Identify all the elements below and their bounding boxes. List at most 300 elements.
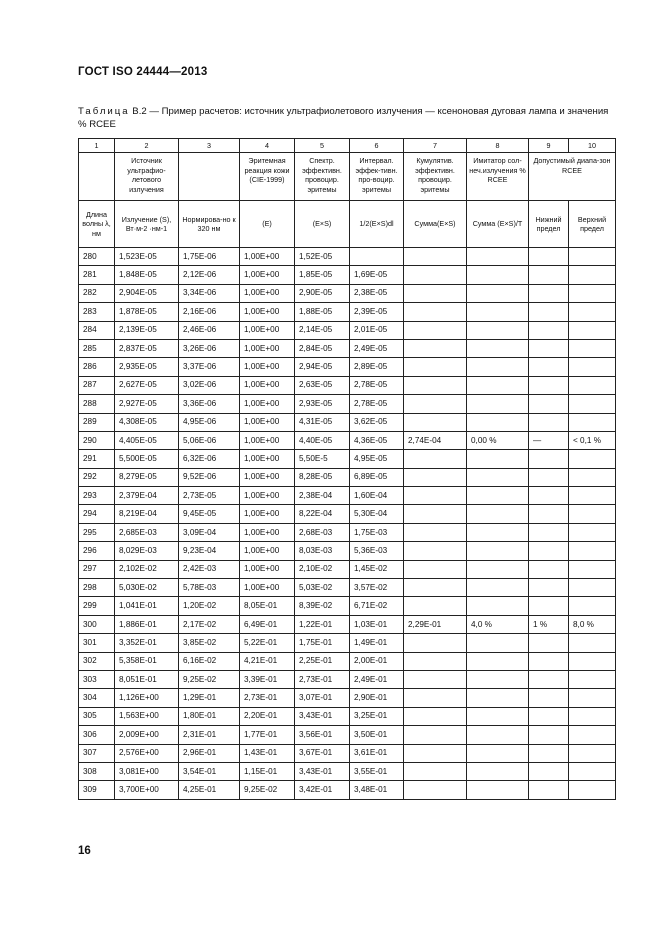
table-row — [79, 615, 616, 633]
table-cell: 8,0 % — [569, 615, 616, 633]
table-cell — [529, 376, 569, 394]
table-cell — [404, 505, 467, 523]
table-cell — [404, 339, 467, 357]
header-cell-empty — [79, 153, 115, 201]
table-cell — [404, 358, 467, 376]
table-cell: 3,67E-01 — [295, 744, 350, 762]
table-cell — [529, 579, 569, 597]
table-cell: 2,627E-05 — [115, 376, 179, 394]
table-cell: 2,17E-02 — [179, 615, 240, 633]
table-cell: 2,42E-03 — [179, 560, 240, 578]
table-cell — [467, 689, 529, 707]
table-cell: 280 — [79, 248, 115, 266]
table-cell: 285 — [79, 339, 115, 357]
table-cell: 1,00E+00 — [240, 560, 295, 578]
table-cell: — — [529, 431, 569, 449]
table-cell — [529, 542, 569, 560]
table-cell: 1,60E-04 — [350, 487, 404, 505]
table-cell: 2,25E-01 — [295, 652, 350, 670]
table-row — [79, 597, 616, 615]
table-cell: 1,00E+00 — [240, 358, 295, 376]
table-cell: 1,523E-05 — [115, 248, 179, 266]
table-cell: 5,30E-04 — [350, 505, 404, 523]
table-row — [79, 707, 616, 725]
table-cell: 2,12E-06 — [179, 266, 240, 284]
table-cell: 3,48E-01 — [350, 781, 404, 799]
table-cell — [467, 597, 529, 615]
table-cell — [569, 376, 616, 394]
table-row — [79, 634, 616, 652]
table-cell: 296 — [79, 542, 115, 560]
table-cell — [569, 395, 616, 413]
table-cell: 4,405E-05 — [115, 431, 179, 449]
header-upper-limit: Верхний предел — [569, 201, 616, 248]
table-cell: 1,85E-05 — [295, 266, 350, 284]
table-cell: 1,00E+00 — [240, 303, 295, 321]
table-cell — [529, 358, 569, 376]
table-caption — [78, 106, 618, 131]
table-cell — [529, 266, 569, 284]
table-cell: 1,75E-03 — [350, 523, 404, 541]
table-cell: 4,40E-05 — [295, 431, 350, 449]
table-cell — [467, 266, 529, 284]
table-cell: 2,102E-02 — [115, 560, 179, 578]
table-cell — [569, 487, 616, 505]
table-row — [79, 321, 616, 339]
table-cell: 2,73E-05 — [179, 487, 240, 505]
table-cell — [529, 303, 569, 321]
table-cell: 3,25E-01 — [350, 707, 404, 725]
table-cell: 1,126E+00 — [115, 689, 179, 707]
table-cell: 2,927E-05 — [115, 395, 179, 413]
table-cell: 2,94E-05 — [295, 358, 350, 376]
table-cell: 281 — [79, 266, 115, 284]
table-cell: 1,00E+00 — [240, 487, 295, 505]
table-cell: 1,00E+00 — [240, 523, 295, 541]
table-cell — [404, 762, 467, 780]
table-cell: 3,61E-01 — [350, 744, 404, 762]
table-cell: 304 — [79, 689, 115, 707]
table-row — [79, 652, 616, 670]
table-cell — [467, 487, 529, 505]
table-cell: 2,10E-02 — [295, 560, 350, 578]
table-cell: 3,26E-06 — [179, 339, 240, 357]
table-cell: 3,09E-04 — [179, 523, 240, 541]
table-cell — [529, 689, 569, 707]
table-cell — [569, 505, 616, 523]
table-row — [79, 450, 616, 468]
table-cell: 4,95E-06 — [179, 413, 240, 431]
table-cell — [529, 339, 569, 357]
table-cell — [467, 468, 529, 486]
table-cell — [404, 450, 467, 468]
table-cell — [404, 266, 467, 284]
table-cell — [404, 284, 467, 302]
table-cell: 308 — [79, 762, 115, 780]
table-cell: 1,00E+00 — [240, 542, 295, 560]
header-cumulative-effectiveness: Кумулятив. эффективн. провоцир. эритемы — [404, 153, 467, 201]
table-cell: 2,01E-05 — [350, 321, 404, 339]
table-cell: 1,00E+00 — [240, 339, 295, 357]
table-cell — [467, 670, 529, 688]
table-cell: 3,39E-01 — [240, 670, 295, 688]
table-cell: 5,03E-02 — [295, 579, 350, 597]
column-number: 1 — [79, 139, 115, 153]
table-row — [79, 248, 616, 266]
table-cell: 295 — [79, 523, 115, 541]
caption-label: Таблица — [78, 106, 130, 117]
header-sum: Сумма(E×S) — [404, 201, 467, 248]
table-cell: 1,00E+00 — [240, 450, 295, 468]
table-cell — [467, 284, 529, 302]
table-cell — [404, 597, 467, 615]
table-cell — [529, 560, 569, 578]
table-cell — [529, 321, 569, 339]
table-cell — [467, 321, 529, 339]
table-cell: 9,52E-06 — [179, 468, 240, 486]
table-cell: < 0,1 % — [569, 431, 616, 449]
table-cell — [467, 505, 529, 523]
table-cell — [569, 597, 616, 615]
column-number: 9 — [529, 139, 569, 153]
table-cell — [467, 707, 529, 725]
table-cell: 301 — [79, 634, 115, 652]
table-row — [79, 468, 616, 486]
table-row — [79, 579, 616, 597]
table-cell: 6,89E-05 — [350, 468, 404, 486]
table-cell: 2,39E-05 — [350, 303, 404, 321]
table-cell: 306 — [79, 726, 115, 744]
table-cell — [569, 358, 616, 376]
table-cell — [467, 781, 529, 799]
table-cell — [404, 707, 467, 725]
table-cell: 288 — [79, 395, 115, 413]
table-cell — [467, 726, 529, 744]
table-cell: 5,500E-05 — [115, 450, 179, 468]
table-cell — [529, 726, 569, 744]
table-cell: 3,50E-01 — [350, 726, 404, 744]
header-row-top — [79, 153, 616, 201]
table-cell: 3,36E-06 — [179, 395, 240, 413]
table-cell: 6,32E-06 — [179, 450, 240, 468]
table-cell: 3,352E-01 — [115, 634, 179, 652]
column-number: 5 — [295, 139, 350, 153]
table-cell: 305 — [79, 707, 115, 725]
table-row — [79, 303, 616, 321]
table-cell: 3,62E-05 — [350, 413, 404, 431]
table-cell: 8,39E-02 — [295, 597, 350, 615]
table-row — [79, 670, 616, 688]
table-cell: 2,73E-01 — [295, 670, 350, 688]
table-cell: 1,00E+00 — [240, 431, 295, 449]
table-cell: 2,49E-01 — [350, 670, 404, 688]
table-cell: 8,219E-04 — [115, 505, 179, 523]
table-cell: 2,685E-03 — [115, 523, 179, 541]
table-cell: 1,22E-01 — [295, 615, 350, 633]
table-cell: 3,081E+00 — [115, 762, 179, 780]
table-cell: 8,22E-04 — [295, 505, 350, 523]
table-row — [79, 284, 616, 302]
table-cell — [569, 670, 616, 688]
table-row — [79, 542, 616, 560]
table-cell — [569, 248, 616, 266]
table-cell: 2,00E-01 — [350, 652, 404, 670]
table-cell: 2,38E-04 — [295, 487, 350, 505]
table-cell: 2,78E-05 — [350, 395, 404, 413]
table-cell: 1,29E-01 — [179, 689, 240, 707]
table-cell: 300 — [79, 615, 115, 633]
table-cell — [350, 248, 404, 266]
table-cell — [529, 707, 569, 725]
table-row — [79, 358, 616, 376]
table-cell: 2,379E-04 — [115, 487, 179, 505]
table-cell: 1,88E-05 — [295, 303, 350, 321]
header-spectral-effectiveness: Спектр. эффективн. провоцир. эритемы — [295, 153, 350, 201]
table-cell: 3,55E-01 — [350, 762, 404, 780]
table-cell — [467, 413, 529, 431]
header-irradiance: Излучение (S), Вт·м-2 ·нм-1 — [115, 201, 179, 248]
table-cell: 4,25E-01 — [179, 781, 240, 799]
table-cell: 8,051E-01 — [115, 670, 179, 688]
table-cell: 4,31E-05 — [295, 413, 350, 431]
table-cell — [404, 321, 467, 339]
table-cell: 1,77E-01 — [240, 726, 295, 744]
table-cell — [404, 670, 467, 688]
calculation-table — [78, 138, 616, 800]
table-cell: 3,57E-02 — [350, 579, 404, 597]
table-cell: 1,00E+00 — [240, 413, 295, 431]
table-cell — [569, 707, 616, 725]
table-cell — [569, 450, 616, 468]
table-row — [79, 395, 616, 413]
table-cell — [569, 579, 616, 597]
table-cell: 3,37E-06 — [179, 358, 240, 376]
table-cell — [467, 303, 529, 321]
table-cell: 3,34E-06 — [179, 284, 240, 302]
table-row — [79, 689, 616, 707]
table-cell — [569, 468, 616, 486]
table-cell — [467, 450, 529, 468]
table-cell: 1,00E+00 — [240, 266, 295, 284]
table-cell — [467, 762, 529, 780]
table-cell — [569, 726, 616, 744]
table-cell: 5,50E-5 — [295, 450, 350, 468]
table-cell: 3,42E-01 — [295, 781, 350, 799]
table-cell — [569, 542, 616, 560]
table-cell: 8,05E-01 — [240, 597, 295, 615]
table-cell: 8,28E-05 — [295, 468, 350, 486]
table-cell: 2,96E-01 — [179, 744, 240, 762]
table-cell — [529, 468, 569, 486]
table-cell: 3,85E-02 — [179, 634, 240, 652]
table-cell — [529, 248, 569, 266]
table-cell: 1,041E-01 — [115, 597, 179, 615]
table-row — [79, 523, 616, 541]
table-cell: 5,06E-06 — [179, 431, 240, 449]
table-cell: 2,84E-05 — [295, 339, 350, 357]
table-cell: 284 — [79, 321, 115, 339]
table-cell: 1,00E+00 — [240, 248, 295, 266]
table-cell: 1,75E-06 — [179, 248, 240, 266]
table-cell — [467, 376, 529, 394]
table-cell: 294 — [79, 505, 115, 523]
table-cell — [404, 579, 467, 597]
table-cell: 4,0 % — [467, 615, 529, 633]
table-cell — [404, 376, 467, 394]
table-cell — [569, 339, 616, 357]
table-cell: 286 — [79, 358, 115, 376]
table-cell — [404, 303, 467, 321]
table-cell — [569, 303, 616, 321]
table-cell: 292 — [79, 468, 115, 486]
table-cell — [404, 468, 467, 486]
table-cell: 9,25E-02 — [240, 781, 295, 799]
column-number: 3 — [179, 139, 240, 153]
table-cell: 2,49E-05 — [350, 339, 404, 357]
header-e-times-s: (E×S) — [295, 201, 350, 248]
table-cell — [529, 523, 569, 541]
table-cell — [467, 579, 529, 597]
table-cell: 9,25E-02 — [179, 670, 240, 688]
table-cell — [569, 652, 616, 670]
table-cell: 1,00E+00 — [240, 505, 295, 523]
header-solar-simulator-rcee: Имитатор сол-неч.излучения % RCEE — [467, 153, 529, 201]
table-cell: 2,93E-05 — [295, 395, 350, 413]
table-cell: 8,279E-05 — [115, 468, 179, 486]
table-cell — [569, 560, 616, 578]
table-cell — [529, 670, 569, 688]
table-cell — [529, 634, 569, 652]
table-cell: 2,14E-05 — [295, 321, 350, 339]
table-row — [79, 487, 616, 505]
header-e: (E) — [240, 201, 295, 248]
table-cell — [467, 248, 529, 266]
table-row — [79, 781, 616, 799]
table-cell — [404, 413, 467, 431]
table-cell — [467, 523, 529, 541]
table-cell: 2,74E-04 — [404, 431, 467, 449]
table-cell: 282 — [79, 284, 115, 302]
header-wavelength: Длина волны λ, нм — [79, 201, 115, 248]
table-cell: 1,563E+00 — [115, 707, 179, 725]
table-cell: 1 % — [529, 615, 569, 633]
table-body — [79, 248, 616, 800]
table-cell — [404, 689, 467, 707]
table-cell: 1,43E-01 — [240, 744, 295, 762]
table-cell — [404, 634, 467, 652]
table-cell — [467, 339, 529, 357]
table-cell — [404, 487, 467, 505]
table-cell: 303 — [79, 670, 115, 688]
table-cell: 2,20E-01 — [240, 707, 295, 725]
table-cell: 289 — [79, 413, 115, 431]
table-cell: 1,00E+00 — [240, 284, 295, 302]
table-cell: 4,95E-05 — [350, 450, 404, 468]
column-number: 7 — [404, 139, 467, 153]
table-cell: 2,935E-05 — [115, 358, 179, 376]
table-cell — [404, 744, 467, 762]
table-cell: 1,45E-02 — [350, 560, 404, 578]
table-cell — [404, 560, 467, 578]
table-row — [79, 505, 616, 523]
column-number: 8 — [467, 139, 529, 153]
table-cell: 2,63E-05 — [295, 376, 350, 394]
table-cell: 3,43E-01 — [295, 707, 350, 725]
table-cell — [404, 523, 467, 541]
column-number-row — [79, 139, 616, 153]
table-cell: 2,576E+00 — [115, 744, 179, 762]
table-cell — [529, 487, 569, 505]
table-cell: 6,71E-02 — [350, 597, 404, 615]
table-cell: 3,02E-06 — [179, 376, 240, 394]
table-cell: 1,80E-01 — [179, 707, 240, 725]
table-cell: 5,358E-01 — [115, 652, 179, 670]
table-cell: 2,89E-05 — [350, 358, 404, 376]
table-cell: 2,46E-06 — [179, 321, 240, 339]
table-cell: 1,878E-05 — [115, 303, 179, 321]
table-cell — [569, 321, 616, 339]
document-header: ГОСТ ISO 24444—2013 — [78, 66, 208, 78]
caption-text: В.2 — Пример расчетов: источник ультрафиолетового излучения — ксеноновая дуговая лампа и значения % RCEE — [78, 106, 609, 130]
table-cell: 293 — [79, 487, 115, 505]
header-sum-over-t: Сумма (E×S)/T — [467, 201, 529, 248]
table-cell — [569, 284, 616, 302]
table-cell: 9,45E-05 — [179, 505, 240, 523]
header-row-bottom — [79, 201, 616, 248]
table-cell: 1,15E-01 — [240, 762, 295, 780]
table-cell: 5,78E-03 — [179, 579, 240, 597]
table-cell: 8,029E-03 — [115, 542, 179, 560]
table-cell: 1,00E+00 — [240, 321, 295, 339]
table-cell: 1,52E-05 — [295, 248, 350, 266]
table-cell — [569, 689, 616, 707]
table-cell: 1,00E+00 — [240, 579, 295, 597]
table-cell: 4,308E-05 — [115, 413, 179, 431]
table-cell — [529, 395, 569, 413]
table-cell: 9,23E-04 — [179, 542, 240, 560]
table-cell: 1,75E-01 — [295, 634, 350, 652]
table-cell: 6,49E-01 — [240, 615, 295, 633]
table-cell: 298 — [79, 579, 115, 597]
table-cell: 2,38E-05 — [350, 284, 404, 302]
header-source: Источник ультрафио-летового излучения — [115, 153, 179, 201]
table-cell: 2,68E-03 — [295, 523, 350, 541]
header-erythema-reaction: Эритемная реакция кожи (CIE-1999) — [240, 153, 295, 201]
table-cell: 290 — [79, 431, 115, 449]
table-cell: 6,16E-02 — [179, 652, 240, 670]
table-cell — [404, 395, 467, 413]
table-cell: 5,030E-02 — [115, 579, 179, 597]
table-cell — [404, 726, 467, 744]
table-row — [79, 762, 616, 780]
table-cell — [569, 781, 616, 799]
table-cell — [529, 450, 569, 468]
column-number: 6 — [350, 139, 404, 153]
table-cell: 1,848E-05 — [115, 266, 179, 284]
table-cell: 1,00E+00 — [240, 376, 295, 394]
table-cell — [467, 634, 529, 652]
table-cell — [569, 266, 616, 284]
header-acceptable-range: Допустимый диапа-зон RCEE — [529, 153, 616, 201]
table-cell — [569, 413, 616, 431]
table-cell — [529, 505, 569, 523]
table-cell: 0,00 % — [467, 431, 529, 449]
table-cell: 1,69E-05 — [350, 266, 404, 284]
table-cell — [467, 652, 529, 670]
table-cell — [569, 634, 616, 652]
table-cell: 3,700E+00 — [115, 781, 179, 799]
table-cell — [467, 395, 529, 413]
